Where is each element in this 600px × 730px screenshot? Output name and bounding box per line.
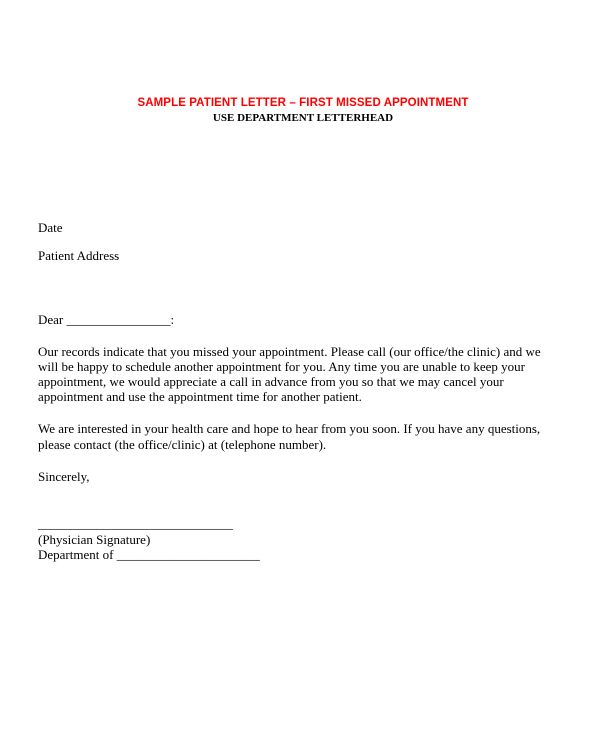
closing: Sincerely,	[38, 469, 90, 484]
signature-label: (Physician Signature)	[38, 532, 151, 547]
paragraph-line: please contact (the office/clinic) at (telephone number).	[38, 437, 327, 452]
paragraph-line: appointment, we would appreciate a call in advance from you so that we may cancel your	[38, 374, 504, 389]
department-field: Department of ______________________	[38, 547, 260, 562]
letterhead-instruction: USE DEPARTMENT LETTERHEAD	[212, 112, 394, 124]
paragraph-line: appointment and use the appointment time for another patient.	[38, 389, 362, 404]
paragraph-line: Our records indicate that you missed your appointment. Please call (our office/the clinic) and we	[38, 344, 541, 359]
letter-title: SAMPLE PATIENT LETTER – FIRST MISSED APPOINTMENT	[137, 97, 469, 109]
signature-line: ______________________________	[38, 516, 233, 531]
paragraph-line: will be happy to schedule another appointment for you. Any time you are unable to keep your	[38, 359, 526, 374]
paragraph-line: We are interested in your health care and hope to hear from you soon. If you have any questions,	[38, 421, 541, 436]
salutation: Dear ________________:	[38, 312, 175, 327]
date-field: Date	[38, 220, 63, 235]
patient-address-field: Patient Address	[38, 248, 120, 263]
